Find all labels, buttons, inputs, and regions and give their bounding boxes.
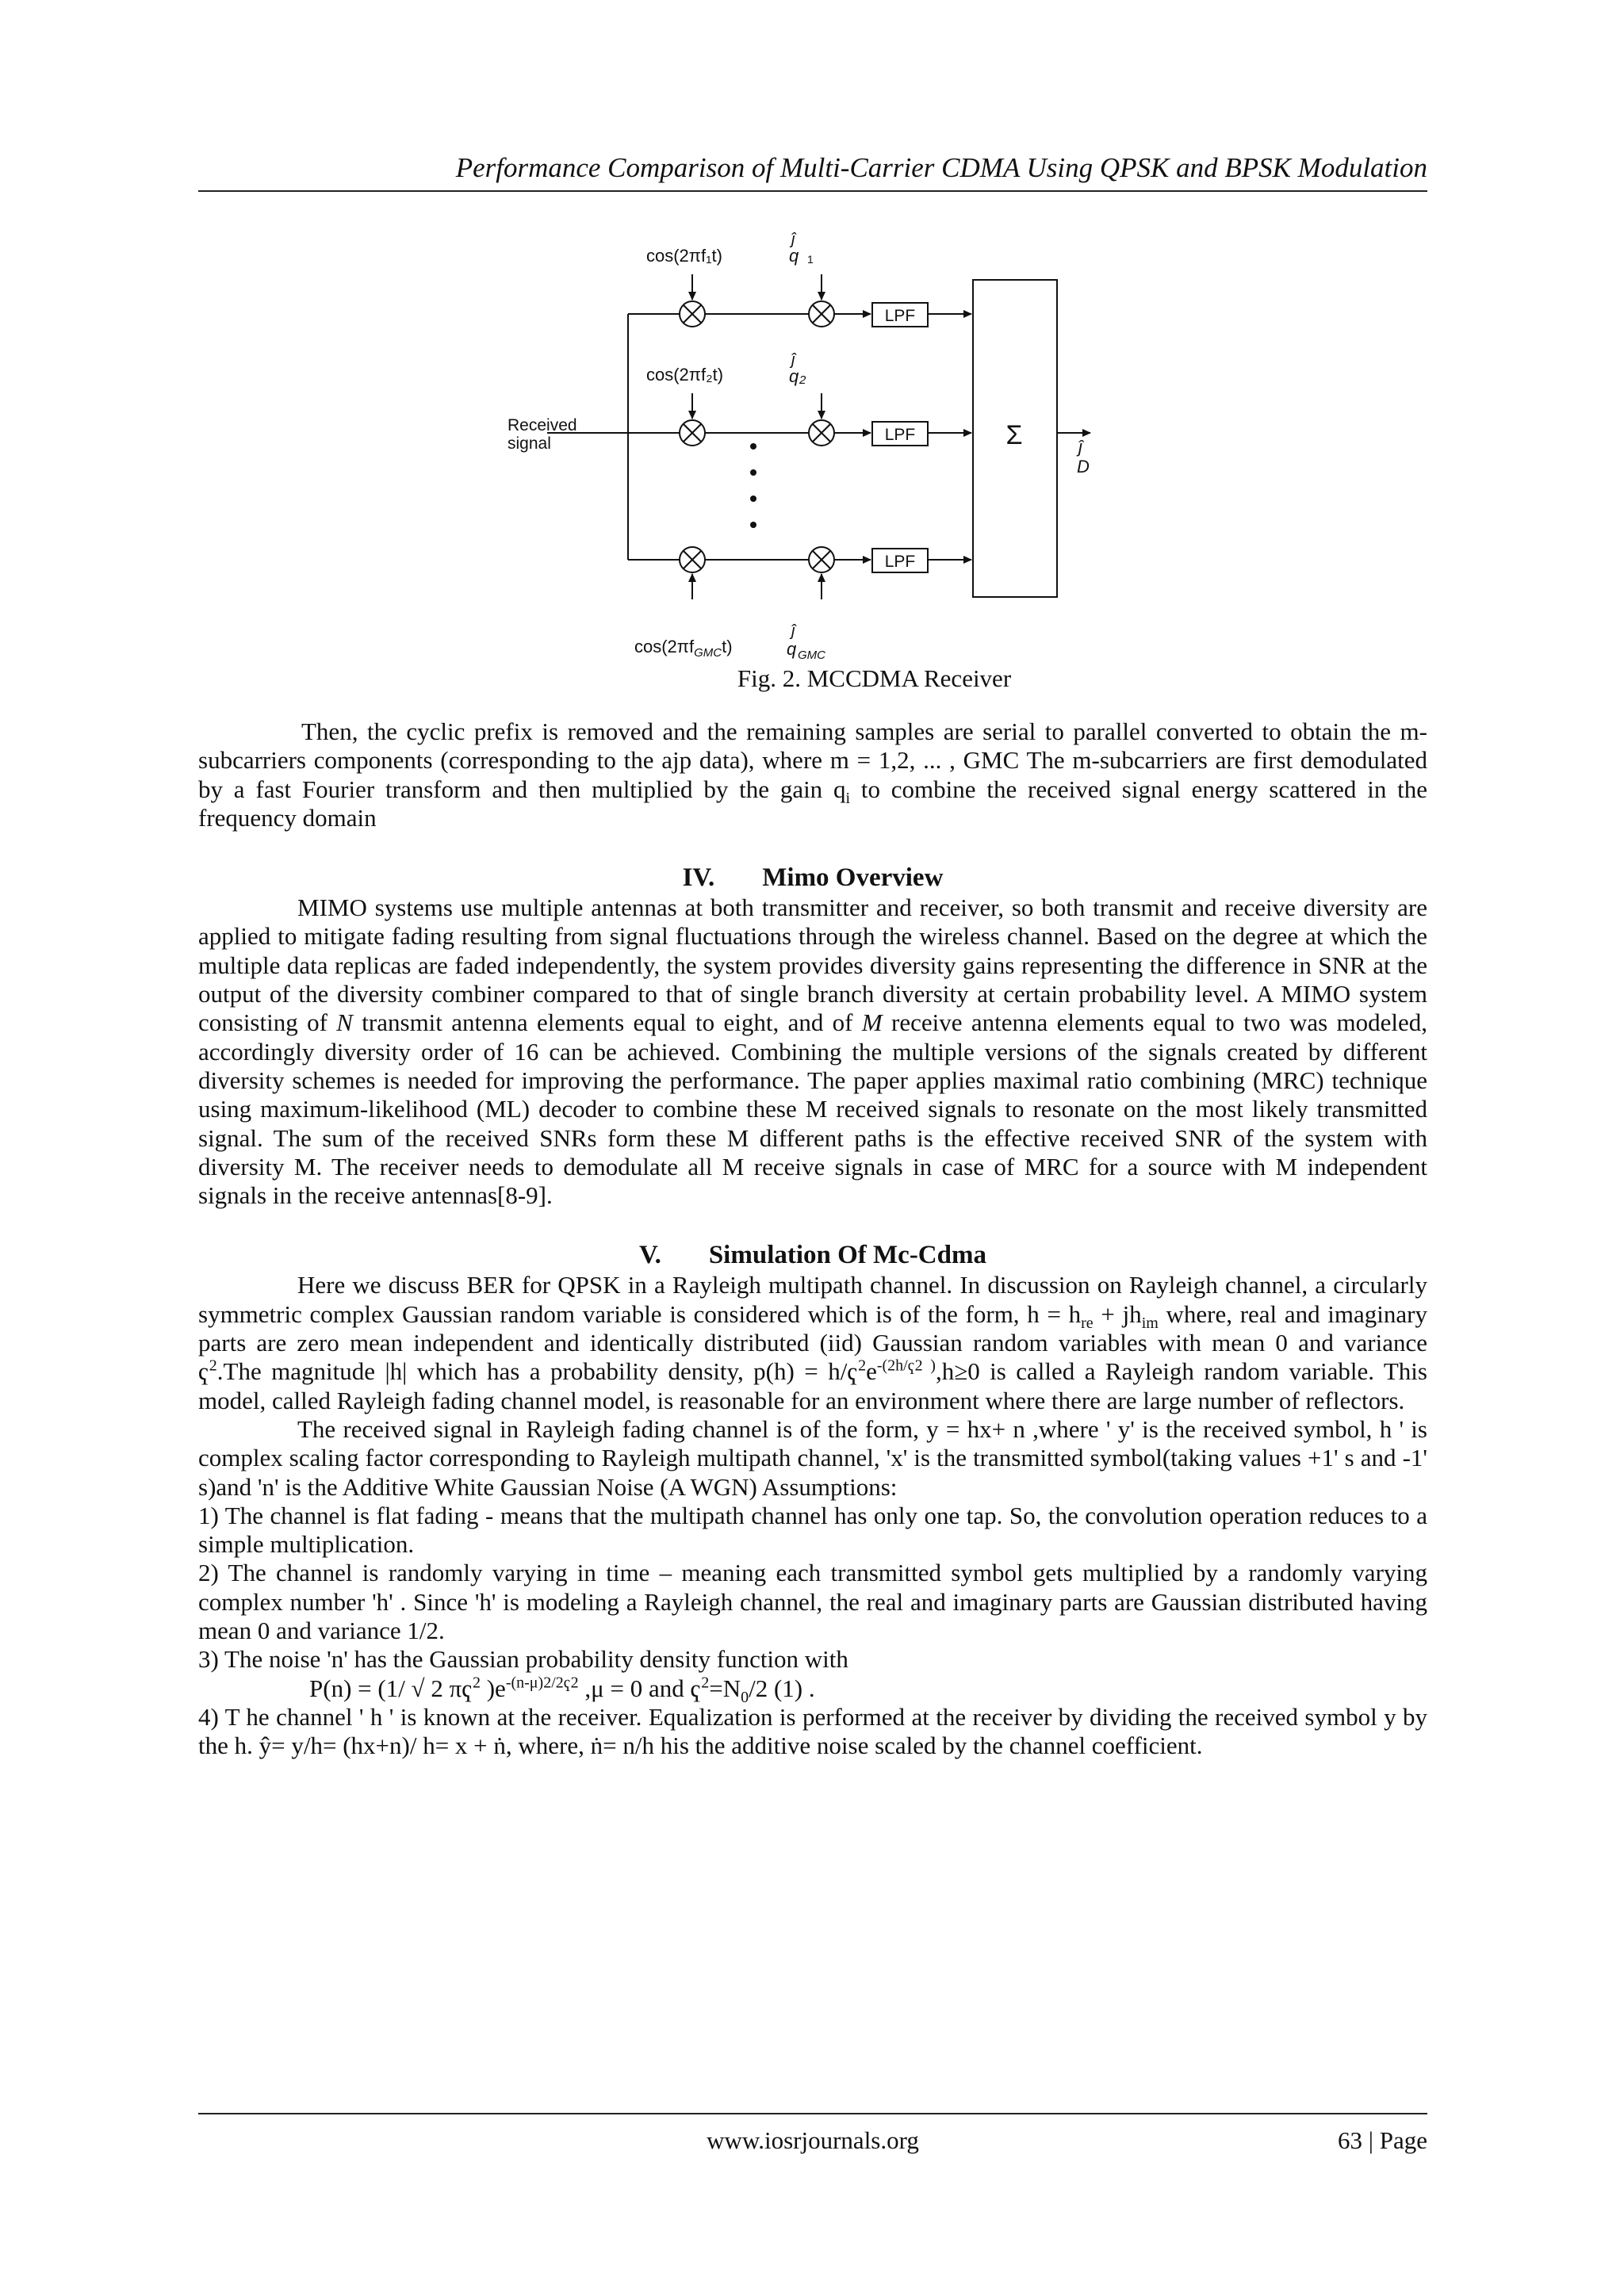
paragraph-cyclic-prefix <box>198 718 1427 832</box>
p3-text-6: ,h≥0 is called a Rayleigh random variable. This model, called Rayleigh fading channel model, is reasonable for an environment where there are large number of reflectors. <box>198 1357 1427 1414</box>
paragraph-mimo <box>198 894 1427 1210</box>
p3-text-5: e <box>866 1357 877 1386</box>
output-jhat: ĵ <box>1078 437 1082 457</box>
receiver-block-diagram <box>492 220 1126 672</box>
gain-2-sub: 2 <box>799 373 806 387</box>
multiplier-ga <box>680 547 705 572</box>
assumption-3: 3) The noise 'n' has the Gaussian probability density function with <box>198 1645 848 1674</box>
p3-sub-re: re <box>1081 1314 1094 1332</box>
eq-sub-0: 0 <box>741 1688 749 1706</box>
paragraph-received-signal: The received signal in Rayleigh fading channel is of the form, y = hx+ n ,where ' y' is the received symbol, h ' is complex scaling factor corresponding to Rayleigh multipath channel, 'x' is the transmitted symbol(taking values +1' s and -1' s)and 'n' is the Additive White Gaussian Noise (A WGN) Assumptions: <box>198 1414 1427 1501</box>
p3-text-2: + jh <box>1093 1299 1142 1328</box>
p2-italic-n: N <box>336 1008 353 1037</box>
gain-g-jhat: ĵ <box>791 622 795 640</box>
ellipsis-dot <box>750 496 756 502</box>
running-header: Performance Comparison of Multi-Carrier CDMA Using QPSK and BPSK Modulation <box>455 152 1427 183</box>
section-heading-v <box>198 1239 1427 1271</box>
carrier-g-main: cos(2πf <box>634 637 695 656</box>
gain-1-sub: 1 <box>807 253 814 266</box>
carrier-1-label: cos(2πf₁t) <box>646 246 722 266</box>
gain-2-jhat: ĵ <box>791 351 795 369</box>
section-number: IV. <box>682 863 715 893</box>
carrier-g-end: t) <box>722 637 733 656</box>
carrier-g-sub: GMC <box>694 646 722 660</box>
section-number: V. <box>639 1241 661 1270</box>
gain-g-q: q <box>787 639 797 659</box>
gain-2-q: q <box>789 366 799 386</box>
p2-text: MIMO systems use multiple antennas at both transmitter and receiver, so both transmit and receive diversity are applied to mitigate fading resulting from signal fluctuations through the wireless channel. Based on the degree at which the multiple data replicas are faded independently, the system provides diversity gains representing the difference in SNR at the output of the diversity combiner compared to that of single branch diversity at certain probability level. A MIMO system consisting of <box>198 894 1427 1037</box>
footer-rule <box>198 2113 1427 2114</box>
eq-part-a: P(n) = (1/ √ 2 πҁ <box>309 1674 473 1702</box>
p1-text: Then, the cyclic prefix is removed and the remaining samples are serial to parallel converted to obtain the m-subcarriers components (corresponding to the ajp data), where m = 1,2, ... , GMC The m-subcarriers are first demodulated by a fast Fourier transform and then multiplied by the gain q <box>198 718 1427 803</box>
assumption-1: 1) The channel is flat fading - means that the multipath channel has only one tap. So, the convolution operation reduces to a simple multiplication. <box>198 1501 1427 1559</box>
header-rule <box>198 190 1427 192</box>
p2-text-2: transmit antenna elements equal to eight, and of <box>352 1008 862 1037</box>
eq-sup-1: 2 <box>472 1674 481 1692</box>
lpf-label-2: LPF <box>884 426 916 444</box>
section-heading-iv <box>198 862 1427 894</box>
receiver-diagram-svg <box>492 220 1126 672</box>
page-number: 63 | Page <box>1338 2126 1427 2154</box>
p3-text: Here we discuss BER for QPSK in a Rayleigh multipath channel. In discussion on Rayleigh channel, a circularly symmetric complex Gaussian random variable is considered which is of the form, h = h <box>198 1271 1427 1328</box>
received-label-1: Received <box>508 416 577 434</box>
multiplier-2a <box>680 420 705 446</box>
p3-sup-exp: -(2h/ҁ2 ) <box>876 1357 936 1376</box>
p2-italic-m: M <box>861 1008 883 1037</box>
footer-website[interactable]: www.iosrjournals.org <box>707 2126 919 2154</box>
sigma-label: Σ <box>1005 420 1023 450</box>
multiplier-1b <box>809 301 834 327</box>
eq-part-d: =N <box>709 1674 741 1702</box>
ellipsis-dot <box>750 522 756 528</box>
p3-text-3: where, real and imaginary parts are zero mean independent and identically distributed (iid) Gaussian random variables with mean 0 and variance ҁ <box>198 1299 1427 1386</box>
assumption-2: 2) The channel is randomly varying in time – meaning each transmitted symbol gets multiplied by a randomly varying complex number 'h' . Since 'h' is modeling a Rayleigh channel, the real and imaginary parts are Gaussian distributed having mean 0 and variance 1/2. <box>198 1559 1427 1645</box>
lpf-label-1: LPF <box>884 307 916 325</box>
gain-1-jhat: ĵ <box>791 231 795 248</box>
eq-sup-3: 2 <box>701 1674 710 1692</box>
p2-text-3: receive antenna elements equal to two was modeled, accordingly diversity order of 16 can be achieved. Combining the multiple versions of the signals created by different diversity schemes is needed for improving the performance. The paper applies maximal ratio combining (MRC) technique using maximum-likelihood (ML) decoder to combine these M received signals to resonate on the most likely transmitted signal. The sum of the received SNRs form these M different paths is the effective received SNR of the system with diversity M. The receiver needs to demodulate all M receive signals in case of MRC for a source with M independent signals in the receive antennas[8-9]. <box>198 1008 1427 1210</box>
output-d: D <box>1077 457 1090 476</box>
p3-sup-2a: 2 <box>209 1357 217 1376</box>
eq-part-e: /2 (1) . <box>749 1674 815 1702</box>
ellipsis-dot <box>750 469 756 476</box>
section-title: Mimo Overview <box>762 863 944 893</box>
eq-part-c: ,μ = 0 and ҁ <box>578 1674 702 1702</box>
received-label-2: signal <box>508 434 551 453</box>
figure-caption: Fig. 2. MCCDMA Receiver <box>737 664 1012 692</box>
multiplier-1a <box>680 301 705 327</box>
p1-text-end: to combine the received signal energy scattered in the frequency domain <box>198 775 1428 832</box>
p3-sup-2b: 2 <box>858 1357 867 1376</box>
eq-part-b: )e <box>480 1674 506 1702</box>
section-title: Simulation Of Mc-Cdma <box>708 1241 986 1270</box>
ellipsis-dot <box>750 443 756 450</box>
carrier-2-label: cos(2πf₂t) <box>646 365 724 385</box>
assumption-4: 4) T he channel ' h ' is known at the receiver. Equalization is performed at the receiver by dividing the received symbol y by the h. ŷ= y/h= (hx+n)/ h= x + ṅ, where, ṅ= n/h his the additive noise scaled by the channel coefficient. <box>198 1702 1427 1760</box>
equation-1 <box>198 1674 1427 1706</box>
main-text <box>198 718 1427 1761</box>
multiplier-2b <box>809 420 834 446</box>
gain-1-q: q <box>789 246 799 266</box>
p1-subscript: i <box>845 789 851 807</box>
paragraph-rayleigh <box>198 1271 1427 1414</box>
gain-g-sub: GMC <box>798 649 825 662</box>
carrier-g-label <box>634 637 733 660</box>
p3-sub-im: im <box>1141 1314 1159 1332</box>
eq-sup-2: -(n-μ)2/2ҁ2 <box>505 1674 579 1692</box>
p3-text-4: .The magnitude |h| which has a probability density, p(h) = h/ҁ <box>216 1357 859 1386</box>
multiplier-gb <box>809 547 834 572</box>
lpf-label-g: LPF <box>884 553 916 571</box>
